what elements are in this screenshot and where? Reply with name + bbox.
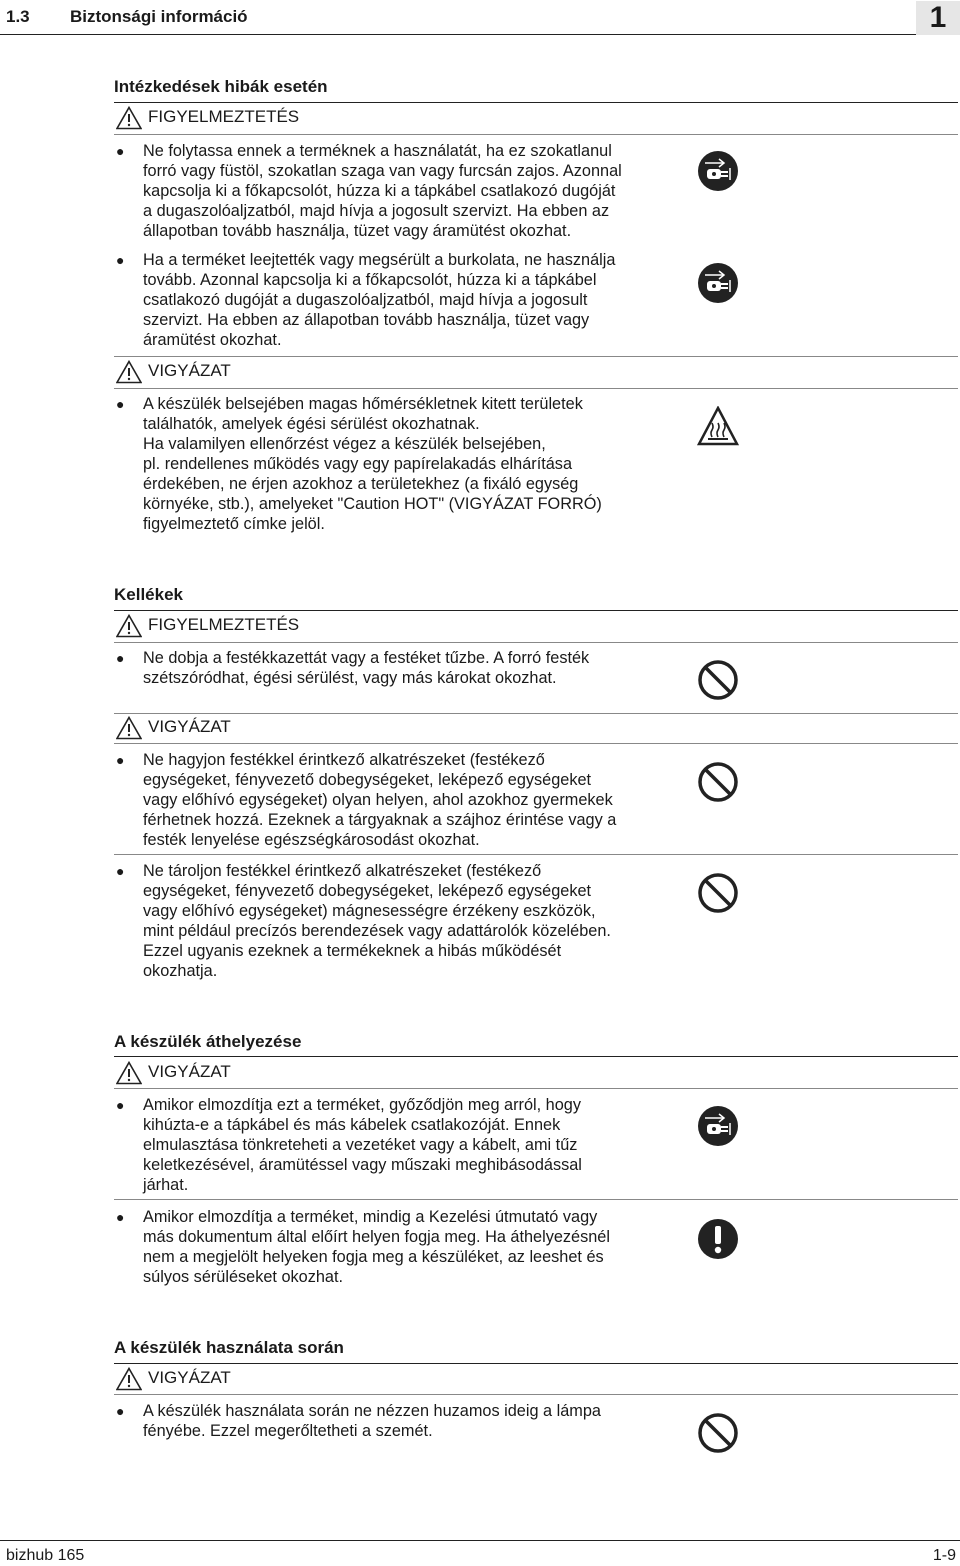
page-number: 1-9 [932, 1547, 956, 1564]
divider [114, 134, 958, 135]
section-title: Biztonsági információ [70, 7, 248, 26]
section-rule [114, 102, 958, 103]
heading-supplies: Kellékek [114, 585, 183, 604]
bullet: ● [116, 1209, 125, 1225]
list-item-text: Ne tároljon festékkel érintkező alkatrészeket (festékező egységeket, fényvezető dobegységeket, leképező egységeket vagy előhívó egységeket) mágnesességre érzékeny eszközök, mint például precízós berendezések vagy adattárolók közelében. Ezzel ugyanis ezeknek a termékeknek a hibás működését okozhatja. [143, 862, 611, 980]
warning-level-label: FIGYELMEZTETÉS [148, 615, 300, 634]
divider [114, 1199, 958, 1200]
warning-level-label: FIGYELMEZTETÉS [148, 107, 300, 126]
bullet: ● [116, 650, 125, 666]
heading-fault-measures: Intézkedések hibák esetén [114, 77, 328, 96]
bullet: ● [116, 1403, 125, 1419]
divider [114, 356, 958, 357]
divider [114, 642, 958, 643]
hot-surface-icon [697, 406, 739, 448]
section-rule [114, 1363, 958, 1364]
caution-level-label: VIGYÁZAT [148, 1368, 231, 1387]
divider [114, 743, 958, 744]
list-item-text: A készülék használata során ne nézzen huzamos ideig a lámpa fényébe. Ezzel megerőltetheti a szemét. [143, 1402, 601, 1440]
caution-level-label: VIGYÁZAT [148, 717, 231, 736]
chapter-tab: 1 [916, 1, 960, 35]
product-name: bizhub 165 [6, 1547, 85, 1564]
divider [114, 1394, 958, 1395]
section-rule [114, 610, 958, 611]
caution-triangle-icon [116, 1367, 142, 1391]
warning-triangle-icon [116, 106, 142, 130]
divider [114, 713, 958, 714]
list-item-text: Amikor elmozdítja ezt a terméket, győződjön meg arról, hogy kihúzta-e a tápkábel és más kábelek csatlakozóját. Ennek elmulasztása tönkreteheti a vezetéket vagy a kábelt, ami tűz keletkezésével, áramütéssel vagy műszaki meghibásodással járhat. [143, 1096, 582, 1194]
section-number: 1.3 [6, 7, 30, 26]
section-rule [114, 1056, 958, 1057]
unplug-icon [697, 150, 739, 192]
bullet: ● [116, 396, 125, 412]
bullet: ● [116, 1097, 125, 1113]
mandatory-icon [697, 1218, 739, 1260]
heading-usage: A készülék használata során [114, 1338, 344, 1357]
page-footer [0, 1540, 960, 1566]
caution-level-label: VIGYÁZAT [148, 361, 231, 380]
warning-triangle-icon [116, 614, 142, 638]
divider [114, 1088, 958, 1089]
list-item-text: Ne dobja a festékkazettát vagy a festéket tűzbe. A forró festék szétszóródhat, égési sérülést, vagy más károkat okozhat. [143, 649, 590, 687]
bullet: ● [116, 143, 125, 159]
caution-triangle-icon [116, 1061, 142, 1085]
bullet: ● [116, 752, 125, 768]
bullet: ● [116, 252, 125, 268]
list-item-text: Ne hagyjon festékkel érintkező alkatrészeket (festékező egységeket, fényvezető dobegységeket, leképező egységeket vagy előhívó egységeket) olyan helyen, ahol azokhoz gyermekek férhetnek hozzá. Ezeknek a tárgyaknak a szájhoz érintése vagy a festék lenyelése egészségkárosodást okozhat. [143, 751, 617, 849]
divider [114, 854, 958, 855]
unplug-icon [697, 262, 739, 304]
caution-level-label: VIGYÁZAT [148, 1062, 231, 1081]
divider [114, 388, 958, 389]
caution-triangle-icon [116, 716, 142, 740]
header-rule [0, 34, 916, 35]
unplug-icon [697, 1105, 739, 1147]
page-header [0, 0, 960, 36]
prohibited-icon [697, 761, 739, 803]
prohibited-icon [697, 872, 739, 914]
prohibited-icon [697, 1412, 739, 1454]
bullet: ● [116, 863, 125, 879]
list-item-text: A készülék belsejében magas hőmérsékletnek kitett területek találhatók, amelyek égési sérülést okozhatnak. Ha valamilyen ellenőrzést végez a készülék belsejében, pl. rendellenes működés vagy egy papírelakadás elhárítása érdekében, ne érjen azokhoz a területekhez (a fixáló egység környéke, stb.), amelyeket "Caution HOT" (VIGYÁZAT FORRÓ) figyelmeztető címke jelöl. [143, 395, 602, 533]
list-item-text: Ha a terméket leejtették vagy megsérült a burkolata, ne használja tovább. Azonnal kapcsolja ki a főkapcsolót, húzza ki a tápkábel csatlakozó dugóját a dugaszolóaljzatból, majd hívja a jogosult szervizt. Ha ebben az állapotban tovább használja, tüzet vagy áramütést okozhat. [143, 251, 616, 349]
prohibited-icon [697, 659, 739, 701]
list-item-text: Ne folytassa ennek a terméknek a használatát, ha ez szokatlanul forró vagy füstöl, szokatlan szaga van vagy furcsán zajos. Azonnal kapcsolja ki a főkapcsolót, húzza ki a tápkábel csatlakozó dugóját a dugaszolóaljzatból, majd hívja a jogosult szervizt. Ha ebben az állapotban tovább használja, tüzet vagy áramütést okozhat. [143, 142, 622, 240]
footer-rule [0, 1540, 960, 1541]
caution-triangle-icon [116, 360, 142, 384]
list-item-text: Amikor elmozdítja a terméket, mindig a Kezelési útmutató vagy más dokumentum által előírt helyen fogja meg. Ha áthelyezésnél nem a megjelölt helyeken fogja meg a készüléket, az leeshet és súlyos sérüléseket okozhat. [143, 1208, 610, 1286]
heading-relocation: A készülék áthelyezése [114, 1032, 302, 1051]
